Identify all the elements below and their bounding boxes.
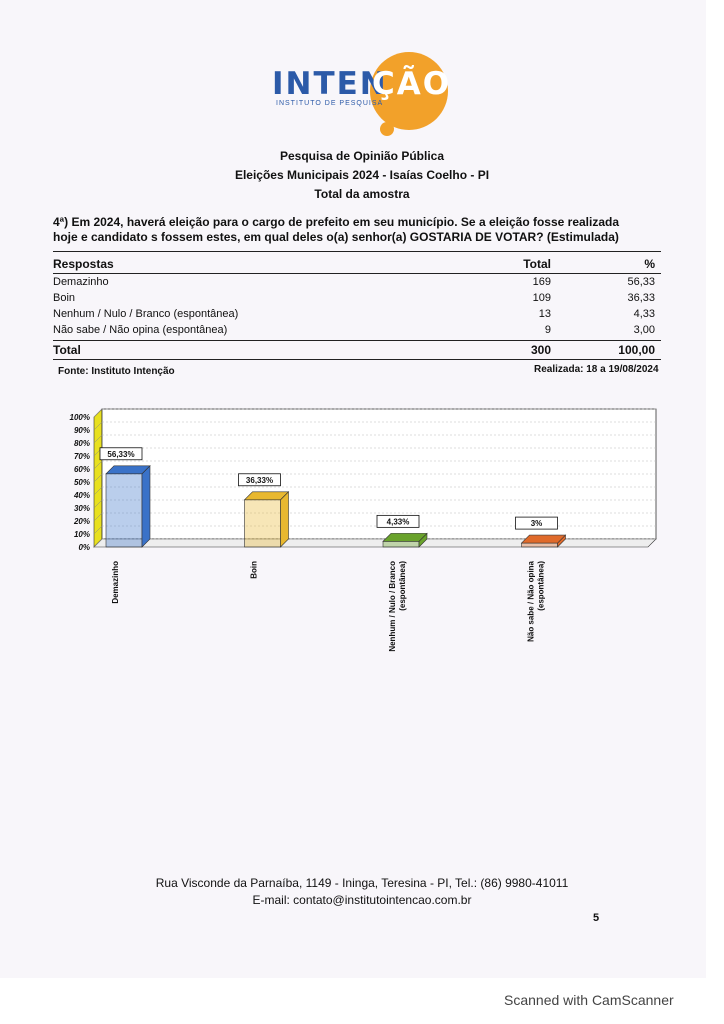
chart-y-tick-label: 40% bbox=[73, 491, 90, 500]
chart-floor bbox=[94, 539, 656, 547]
chart-data-label: 3% bbox=[530, 519, 543, 529]
total-percent: 100,00 bbox=[618, 343, 655, 357]
footer-address: Rua Visconde da Parnaíba, 1149 - Ininga, Teresina - PI, Tel.: (86) 9980-41011 bbox=[155, 876, 569, 890]
question-text bbox=[53, 215, 673, 245]
footer-email: E-mail: contato@institutointencao.com.br bbox=[252, 893, 472, 907]
logo-subtitle: INSTITUTO DE PESQUISA bbox=[276, 100, 384, 107]
row-label: Demazinho bbox=[53, 276, 109, 288]
question-line-2: hoje e candidato s fossem estes, em qual deles o(a) senhor(a) GOSTARIA DE VOTAR? (Estimulada) bbox=[53, 230, 619, 244]
chart-y-tick-label: 100% bbox=[69, 413, 90, 422]
header-respostas: Respostas bbox=[53, 257, 114, 271]
total-label: Total bbox=[53, 343, 81, 357]
logo-orange-drop bbox=[380, 122, 394, 136]
chart-y-tick-label: 60% bbox=[73, 465, 90, 474]
chart-bar bbox=[106, 466, 150, 547]
row-label: Não sabe / Não opina (espontânea) bbox=[53, 324, 228, 336]
source-note: Fonte: Instituto Intenção bbox=[58, 366, 175, 377]
logo-name-part-a: INTEN bbox=[272, 66, 388, 102]
chart-x-tick-label: Nenhum / Nulo / Branco bbox=[388, 561, 397, 652]
chart-y-tick-label: 30% bbox=[73, 504, 90, 513]
chart-x-tick-label: Não sabe / Não opina bbox=[526, 561, 536, 642]
row-total: 169 bbox=[532, 276, 551, 288]
chart-bar bbox=[522, 535, 566, 547]
header-percent: % bbox=[644, 257, 655, 271]
chart-x-tick-label: (espontânea) bbox=[398, 561, 407, 611]
row-percent: 56,33 bbox=[627, 276, 655, 288]
row-total: 109 bbox=[532, 292, 551, 304]
page-number: 5 bbox=[593, 912, 600, 924]
table-row bbox=[53, 322, 661, 338]
row-percent: 3,00 bbox=[633, 324, 655, 336]
results-table bbox=[53, 253, 661, 360]
table-row bbox=[53, 290, 661, 306]
row-label: Nenhum / Nulo / Branco (espontânea) bbox=[53, 308, 239, 320]
chart-x-tick-label: Boin bbox=[249, 561, 259, 579]
chart-data-label: 4,33% bbox=[386, 517, 410, 527]
table-row bbox=[53, 306, 661, 322]
chart-bar bbox=[245, 492, 289, 547]
total-count: 300 bbox=[530, 343, 551, 357]
chart-y-tick-label: 50% bbox=[73, 478, 90, 487]
chart-x-tick-label: (espontânea) bbox=[536, 561, 546, 611]
chart-y-tick-label: 10% bbox=[73, 530, 90, 539]
survey-date: Realizada: 18 a 19/08/2024 bbox=[534, 364, 659, 375]
question-line-1: 4ª) Em 2024, haverá eleição para o cargo de prefeito em seu município. Se a eleição fosse realizada bbox=[53, 215, 620, 229]
header-total: Total bbox=[523, 257, 551, 271]
table-row bbox=[53, 274, 661, 290]
chart-data-label: 36,33% bbox=[245, 475, 274, 485]
chart-y-tick-label: 70% bbox=[73, 452, 90, 461]
intencao-logo bbox=[268, 52, 458, 138]
chart-x-tick-label: Demazinho bbox=[111, 561, 120, 604]
row-total: 9 bbox=[544, 324, 551, 336]
chart-y-tick-label: 80% bbox=[73, 439, 90, 448]
scanner-watermark: Scanned with CamScanner bbox=[504, 992, 674, 1008]
row-percent: 4,33 bbox=[633, 308, 655, 320]
sample-title: Total da amostra bbox=[314, 187, 410, 201]
results-bar-chart bbox=[50, 405, 670, 675]
chart-data-label: 56,33% bbox=[107, 449, 135, 459]
election-title: Eleições Municipais 2024 - Isaías Coelho - PI bbox=[234, 168, 490, 182]
table-header-row bbox=[53, 253, 661, 274]
chart-y-tick-label: 20% bbox=[73, 517, 90, 526]
logo-name-part-b: ÇÃO bbox=[372, 66, 452, 102]
chart-y-tick-label: 0% bbox=[78, 543, 90, 552]
chart-y-tick-label: 90% bbox=[73, 426, 90, 435]
table-total-row bbox=[53, 340, 661, 360]
survey-title: Pesquisa de Opinião Pública bbox=[279, 149, 445, 163]
row-percent: 36,33 bbox=[627, 292, 655, 304]
table-top-rule bbox=[53, 251, 661, 252]
chart-bar bbox=[383, 533, 427, 547]
row-total: 13 bbox=[538, 308, 551, 320]
row-label: Boin bbox=[53, 292, 76, 304]
